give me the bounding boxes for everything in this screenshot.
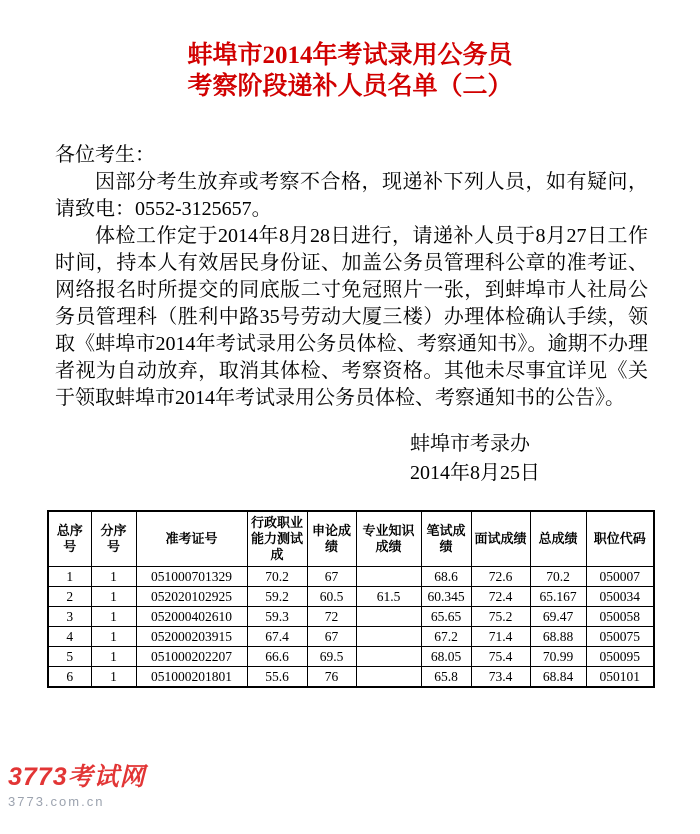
table-cell: 69.47: [530, 607, 586, 627]
table-row: [48, 587, 654, 607]
column-header: 行政职业能力测试成: [247, 511, 307, 567]
table-cell: 69.5: [307, 647, 356, 667]
table-cell: 051000701329: [136, 567, 247, 587]
column-header: 总序号: [48, 511, 91, 567]
table-cell: 67: [307, 567, 356, 587]
table-cell: 65.8: [421, 667, 471, 688]
results-table: [47, 510, 655, 688]
results-table-body: [48, 567, 654, 688]
paragraph-1: 因部分考生放弃或考察不合格，现递补下列人员，如有疑问，请致电：0552-3125657。: [55, 171, 648, 220]
table-cell: 050034: [586, 587, 654, 607]
table-cell: 75.2: [471, 607, 530, 627]
table-cell: 050075: [586, 627, 654, 647]
table-cell: 72: [307, 607, 356, 627]
table-cell: 6: [48, 667, 91, 688]
column-header: 职位代码: [586, 511, 654, 567]
table-cell: 75.4: [471, 647, 530, 667]
table-cell: [356, 627, 421, 647]
table-cell: 67.4: [247, 627, 307, 647]
column-header: 分序号: [91, 511, 136, 567]
table-cell: 1: [91, 667, 136, 688]
title-line-2: 考察阶段递补人员名单（二）: [187, 73, 513, 100]
table-cell: 59.2: [247, 587, 307, 607]
table-cell: 051000201801: [136, 667, 247, 688]
table-cell: 67.2: [421, 627, 471, 647]
column-header: 专业知识成绩: [356, 511, 421, 567]
table-cell: 1: [91, 647, 136, 667]
table-cell: 052000203915: [136, 627, 247, 647]
column-header: 面试成绩: [471, 511, 530, 567]
table-cell: 65.65: [421, 607, 471, 627]
column-header: 申论成绩: [307, 511, 356, 567]
table-cell: 55.6: [247, 667, 307, 688]
signature: 蚌埠市考录办: [410, 433, 530, 455]
table-cell: 60.345: [421, 587, 471, 607]
table-cell: 66.6: [247, 647, 307, 667]
table-cell: 5: [48, 647, 91, 667]
watermark: [8, 763, 146, 809]
watermark-site-url: 3773.com.cn: [8, 794, 105, 809]
table-cell: 1: [48, 567, 91, 587]
table-cell: 1: [91, 627, 136, 647]
table-cell: 3: [48, 607, 91, 627]
table-cell: 2: [48, 587, 91, 607]
table-cell: 050095: [586, 647, 654, 667]
document-date: 2014年8月25日: [410, 462, 540, 484]
table-row: [48, 667, 654, 688]
table-cell: 4: [48, 627, 91, 647]
table-cell: 68.05: [421, 647, 471, 667]
document-body: [55, 142, 648, 412]
salutation: 各位考生：: [55, 144, 155, 166]
table-row: [48, 607, 654, 627]
watermark-site-name: 3773考试网: [8, 763, 146, 791]
table-cell: 60.5: [307, 587, 356, 607]
table-cell: 71.4: [471, 627, 530, 647]
table-cell: 67: [307, 627, 356, 647]
table-cell: 59.3: [247, 607, 307, 627]
table-cell: 1: [91, 587, 136, 607]
signature-block: [410, 430, 700, 488]
table-cell: 70.99: [530, 647, 586, 667]
table-cell: 72.4: [471, 587, 530, 607]
column-header: 笔试成绩: [421, 511, 471, 567]
table-row: [48, 627, 654, 647]
paragraph-2: 体检工作定于2014年8月28日进行，请递补人员于8月27日工作时间，持本人有效居民身份证、加盖公务员管理科公章的准考证、网络报名时所提交的同底版二寸免冠照片一张，到蚌埠市人社局公务员管理科（胜利中路35号劳动大厦三楼）办理体检确认手续，领取《蚌埠市2014年考试录用公务员体检、考察通知书》。逾期不办理者视为自动放弃，取消其体检、考察资格。其他未尽事宜详见《关于领取蚌埠市2014年考试录用公务员体检、考察通知书的公告》。: [55, 225, 648, 409]
column-header: 准考证号: [136, 511, 247, 567]
table-cell: 70.2: [530, 567, 586, 587]
table-cell: 050058: [586, 607, 654, 627]
results-table-header-row: [48, 511, 654, 567]
table-cell: 68.88: [530, 627, 586, 647]
table-cell: 052020102925: [136, 587, 247, 607]
table-cell: [356, 607, 421, 627]
table-cell: [356, 647, 421, 667]
table-cell: 052000402610: [136, 607, 247, 627]
table-cell: [356, 567, 421, 587]
table-row: [48, 567, 654, 587]
table-cell: 76: [307, 667, 356, 688]
table-cell: 050101: [586, 667, 654, 688]
table-cell: 61.5: [356, 587, 421, 607]
table-cell: 65.167: [530, 587, 586, 607]
table-cell: 73.4: [471, 667, 530, 688]
title-line-1: 蚌埠市2014年考试录用公务员: [187, 42, 513, 69]
table-row: [48, 647, 654, 667]
table-cell: [356, 667, 421, 688]
table-cell: 70.2: [247, 567, 307, 587]
table-cell: 051000202207: [136, 647, 247, 667]
table-cell: 68.6: [421, 567, 471, 587]
table-cell: 1: [91, 567, 136, 587]
table-cell: 1: [91, 607, 136, 627]
document-title: [0, 40, 700, 102]
column-header: 总成绩: [530, 511, 586, 567]
table-cell: 72.6: [471, 567, 530, 587]
table-cell: 050007: [586, 567, 654, 587]
table-cell: 68.84: [530, 667, 586, 688]
